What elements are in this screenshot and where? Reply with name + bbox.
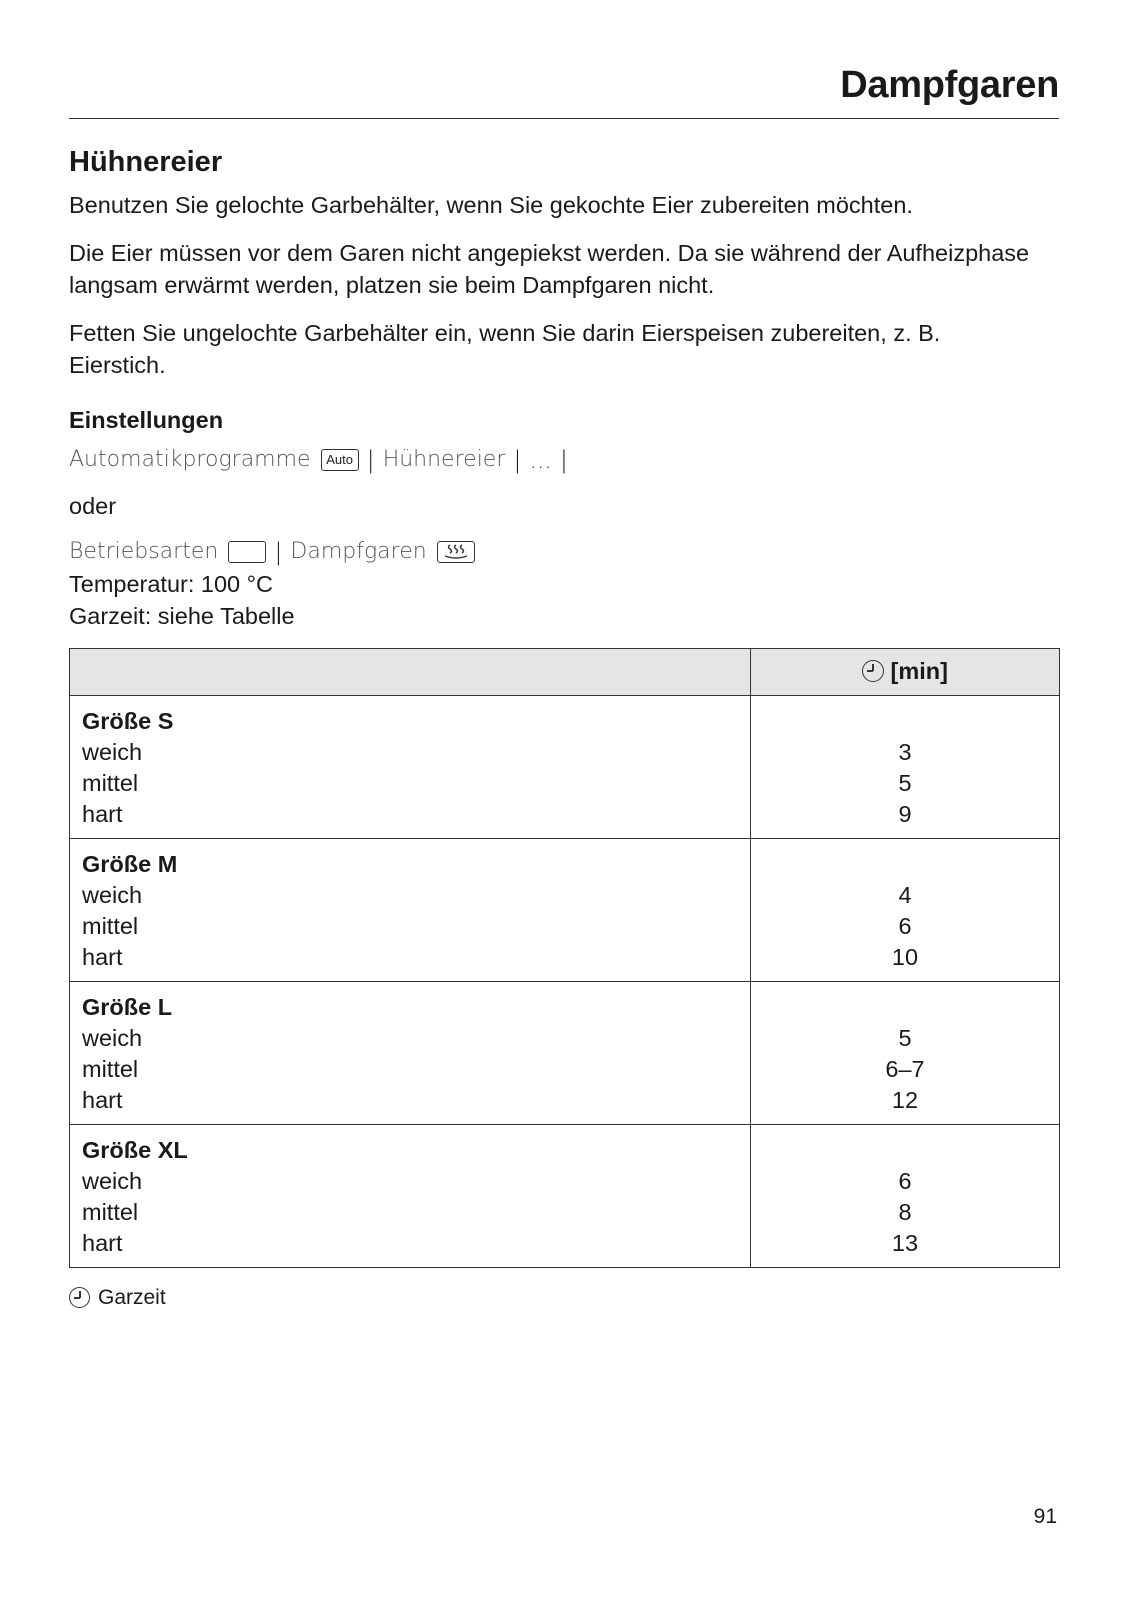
size-name: Größe XL bbox=[82, 1136, 188, 1163]
header-unit: [min] bbox=[890, 658, 948, 685]
doneness-label: hart bbox=[82, 943, 123, 970]
time-value: 9 bbox=[898, 800, 912, 827]
time-value: 10 bbox=[891, 943, 919, 970]
menu-item-dampfgaren: Dampfgaren bbox=[290, 538, 427, 564]
time-value: 8 bbox=[898, 1198, 912, 1225]
main-content bbox=[69, 145, 1059, 1312]
cooking-time-table bbox=[69, 648, 1060, 1268]
doneness-label: hart bbox=[82, 1086, 123, 1113]
temperature-setting: Temperatur: 100 °C bbox=[69, 570, 274, 597]
doneness-label: weich bbox=[82, 738, 143, 765]
size-label-cell bbox=[70, 838, 751, 981]
path-separator: | bbox=[513, 445, 522, 474]
time-value: 5 bbox=[898, 769, 912, 796]
path-separator: | bbox=[366, 445, 375, 474]
doneness-label: mittel bbox=[82, 1198, 139, 1225]
operating-modes-icon bbox=[228, 541, 266, 563]
auto-icon: Auto bbox=[321, 449, 359, 471]
settings-heading: Einstellungen bbox=[69, 406, 224, 433]
time-value: 5 bbox=[898, 1024, 912, 1051]
size-label-cell bbox=[70, 695, 751, 838]
time-setting: Garzeit: siehe Tabelle bbox=[69, 602, 295, 629]
operating-mode-path bbox=[69, 536, 1059, 568]
doneness-label: weich bbox=[82, 1024, 143, 1051]
header-divider bbox=[69, 118, 1059, 119]
clock-icon bbox=[69, 1287, 90, 1308]
auto-program-path bbox=[69, 444, 1059, 476]
time-value-cell bbox=[751, 838, 1060, 981]
time-value-cell bbox=[751, 695, 1060, 838]
doneness-label: mittel bbox=[82, 912, 139, 939]
time-value: 6 bbox=[898, 1167, 912, 1194]
table-header-row bbox=[70, 648, 1060, 695]
table-row bbox=[70, 838, 1060, 981]
intro-paragraph-3: Fetten Sie ungelochte Garbehälter ein, wenn Sie darin Eierspeisen zubereiten, z. B. Eierstich. bbox=[69, 319, 941, 378]
doneness-label: mittel bbox=[82, 769, 139, 796]
table-row bbox=[70, 981, 1060, 1124]
section-title: Hühnereier bbox=[69, 146, 223, 178]
doneness-label: mittel bbox=[82, 1055, 139, 1082]
time-value: 13 bbox=[891, 1229, 919, 1256]
document-page bbox=[69, 0, 1059, 1600]
time-value-cell bbox=[751, 1124, 1060, 1267]
size-name: Größe S bbox=[82, 707, 174, 734]
menu-betriebsarten: Betriebsarten bbox=[69, 538, 219, 564]
doneness-label: weich bbox=[82, 1167, 143, 1194]
legend-label: Garzeit bbox=[98, 1285, 166, 1309]
table-row bbox=[70, 695, 1060, 838]
or-text: oder bbox=[69, 492, 117, 519]
path-separator: | bbox=[274, 537, 283, 566]
size-label-cell bbox=[70, 1124, 751, 1267]
size-label-cell bbox=[70, 981, 751, 1124]
table-legend bbox=[69, 1284, 1059, 1312]
time-value: 3 bbox=[898, 738, 912, 765]
menu-automatikprogramme: Automatikprogramme bbox=[69, 446, 311, 472]
chapter-title: Dampfgaren bbox=[840, 64, 1059, 106]
path-separator: | bbox=[559, 445, 568, 474]
table-row bbox=[70, 1124, 1060, 1267]
steam-icon bbox=[437, 541, 475, 563]
clock-icon bbox=[862, 660, 884, 682]
header-time-cell bbox=[751, 648, 1060, 695]
time-value-cell bbox=[751, 981, 1060, 1124]
time-value: 4 bbox=[898, 881, 912, 908]
page-number: 91 bbox=[1033, 1505, 1057, 1528]
intro-paragraph-2: Die Eier müssen vor dem Garen nicht angepiekst werden. Da sie während der Aufheizphase langsam erwärmt werden, platzen sie beim Dampfgaren nicht. bbox=[69, 239, 1030, 298]
time-value: 6–7 bbox=[885, 1055, 925, 1082]
menu-item-huehnereier: Hühnereier bbox=[382, 446, 506, 472]
doneness-label: hart bbox=[82, 1229, 123, 1256]
header-label-cell bbox=[70, 648, 751, 695]
doneness-label: hart bbox=[82, 800, 123, 827]
doneness-label: weich bbox=[82, 881, 143, 908]
time-value: 6 bbox=[898, 912, 912, 939]
time-value: 12 bbox=[891, 1086, 919, 1113]
size-name: Größe L bbox=[82, 993, 173, 1020]
intro-paragraph-1: Benutzen Sie gelochte Garbehälter, wenn Sie gekochte Eier zubereiten möchten. bbox=[69, 191, 913, 218]
menu-more: ... bbox=[529, 445, 552, 474]
size-name: Größe M bbox=[82, 850, 178, 877]
